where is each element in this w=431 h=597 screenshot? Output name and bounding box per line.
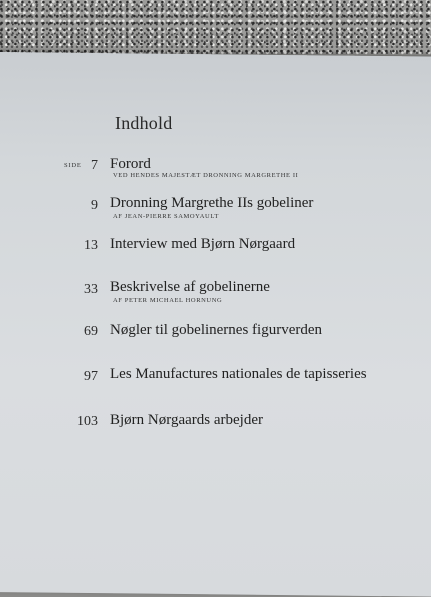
toc-subtitle: AF JEAN-PIERRE SAMOYAULT (113, 213, 219, 220)
toc-subtitle: VED HENDES MAJESTÆT DRONNING MARGRETHE II (113, 172, 299, 179)
toc-title: Les Manufactures nationales de tapisseries (110, 366, 367, 382)
toc-page-number: 97 (84, 369, 98, 384)
toc-subtitle: AF PETER MICHAEL HORNUNG (113, 297, 223, 304)
toc-page-number: 9 (91, 198, 98, 213)
toc-page-number: 13 (84, 238, 98, 253)
toc-page-number: 33 (84, 282, 98, 297)
side-label: SIDE (64, 162, 82, 169)
toc-title: Dronning Margrethe IIs gobeliner (110, 195, 314, 211)
toc-title: Beskrivelse af gobelinerne (110, 279, 270, 295)
toc-page-number: 69 (84, 324, 98, 339)
page-title: Indhold (115, 113, 173, 133)
toc-page-number: 103 (77, 414, 98, 429)
toc-title: Bjørn Nørgaards arbejder (110, 412, 264, 428)
toc-title: Interview med Bjørn Nørgaard (110, 236, 296, 252)
toc-title: Nøgler til gobelinernes figurverden (110, 322, 323, 338)
toc-page-number: 7 (91, 158, 98, 173)
toc-title: Forord (110, 156, 151, 172)
